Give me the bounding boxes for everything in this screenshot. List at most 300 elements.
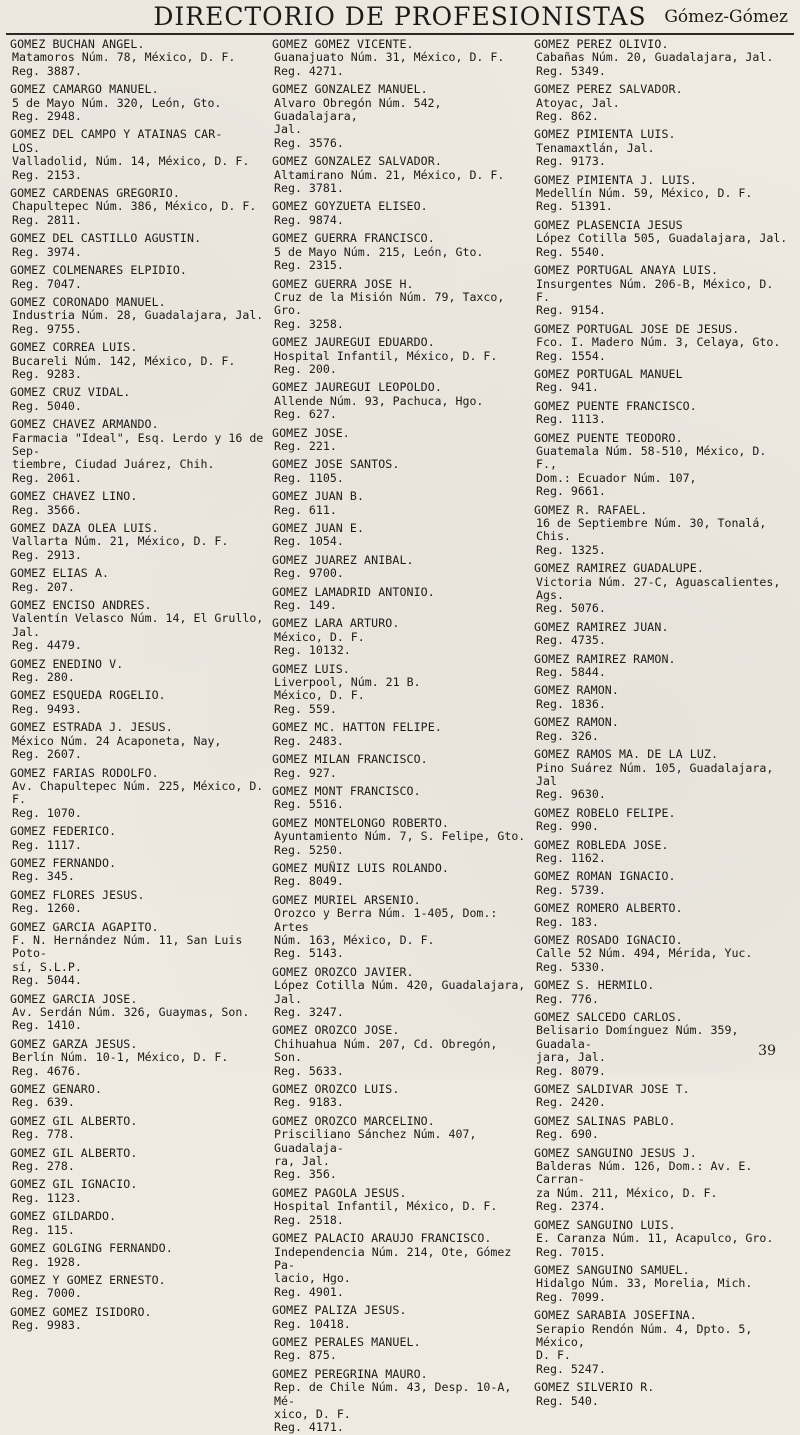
entry-registration: Reg. 2420. xyxy=(536,1095,606,1110)
entry-address-line: Liverpool, Núm. 21 B. xyxy=(274,675,421,690)
directory-entry xyxy=(534,38,789,78)
entry-name: GOMEZ JUAN E. xyxy=(272,521,365,535)
entry-address-line: za Núm. 211, México, D. F. xyxy=(536,1185,718,1200)
entry-address-line: 5 de Mayo Núm. 215, León, Gto. xyxy=(274,244,484,259)
directory-entry xyxy=(272,522,527,549)
entry-address-line: jara, Jal. xyxy=(536,1050,606,1065)
directory-entry xyxy=(10,341,265,381)
directory-entry xyxy=(534,934,789,974)
entry-name: GOMEZ ROMAN IGNACIO. xyxy=(534,869,676,884)
directory-entry xyxy=(10,658,265,685)
entry-name: GOMEZ CHAVEZ ARMANDO. xyxy=(10,417,159,432)
entry-name: GOMEZ GARZA JESUS. xyxy=(10,1036,138,1051)
entry-name: GOMEZ GOYZUETA ELISEO. xyxy=(272,199,428,214)
entry-registration: Reg. 627. xyxy=(274,407,337,422)
entry-registration: Reg. 2518. xyxy=(274,1212,344,1227)
directory-entry xyxy=(534,83,789,123)
entry-registration: Reg. 345. xyxy=(12,869,75,884)
entry-registration: Reg. 9154. xyxy=(536,303,606,318)
directory-entry xyxy=(272,966,527,1020)
entry-address-line: Núm. 163, México, D. F. xyxy=(274,932,435,947)
entry-registration: Reg. 3887. xyxy=(12,63,82,78)
entry-address-line: F. N. Hernández Núm. 11, San Luis Poto- xyxy=(12,932,243,961)
entry-name: GOMEZ LAMADRID ANTONIO. xyxy=(272,584,435,599)
page-title: DIRECTORIO DE PROFESIONISTAS xyxy=(153,2,647,31)
entry-registration: Reg. 9173. xyxy=(536,154,606,169)
entry-address-line: Independencia Núm. 214, Ote, Gómez Pa- xyxy=(274,1244,512,1272)
entry-name: GOMEZ PEREZ OLIVIO. xyxy=(534,37,669,51)
entry-name: GOMEZ SILVERIO R. xyxy=(534,1380,655,1395)
entry-name: GOMEZ Y GOMEZ ERNESTO. xyxy=(10,1272,166,1287)
header-rule xyxy=(6,33,794,35)
directory-entry xyxy=(10,889,265,916)
page-number: 39 xyxy=(758,1043,776,1059)
directory-columns xyxy=(10,37,790,1435)
entry-address-line: Vallarta Núm. 21, México, D. F. xyxy=(12,534,229,549)
directory-entry xyxy=(272,1083,527,1110)
directory-entry xyxy=(534,432,789,499)
entry-name: GOMEZ JOSE. xyxy=(272,425,350,440)
entry-registration: Reg. 4676. xyxy=(12,1063,82,1078)
directory-entry xyxy=(272,862,527,889)
entry-name: GOMEZ GUERRA JOSE H. xyxy=(272,276,414,291)
entry-name: GOMEZ JAUREGUI EDUARDO. xyxy=(272,335,435,350)
entry-registration: Reg. 862. xyxy=(536,109,599,124)
directory-entry xyxy=(534,323,789,363)
entry-registration: Reg. 3566. xyxy=(12,502,82,517)
entry-registration: Reg. 875. xyxy=(274,1348,337,1363)
directory-entry xyxy=(534,684,789,711)
directory-entry xyxy=(534,839,789,866)
entry-registration: Reg. 221. xyxy=(274,438,337,453)
entry-name: GOMEZ PEREZ SALVADOR. xyxy=(534,82,683,97)
entry-name: GOMEZ COLMENARES ELPIDIO. xyxy=(10,263,188,278)
entry-name: GOMEZ DEL CAMPO Y ATAINAS CAR- xyxy=(10,127,223,142)
entry-registration: Reg. 1070. xyxy=(12,805,82,820)
directory-entry xyxy=(10,38,265,78)
directory-entry xyxy=(10,1178,265,1205)
entry-registration: Reg. 5250. xyxy=(274,842,344,857)
entry-registration: Reg. 1836. xyxy=(536,696,606,711)
entry-name: GOMEZ GENARO. xyxy=(10,1082,103,1097)
entry-address-line: Orozco y Berra Núm. 1-405, Dom.: Artes xyxy=(274,906,498,934)
entry-name: GOMEZ PAGOLA JESUS. xyxy=(272,1185,407,1200)
entry-registration: Reg. 2315. xyxy=(274,258,344,273)
entry-address-line: Berlín Núm. 10-1, México, D. F. xyxy=(12,1050,229,1065)
entry-name: GOMEZ RAMIREZ JUAN. xyxy=(534,619,669,634)
directory-entry xyxy=(534,902,789,929)
entry-registration: Reg. 5516. xyxy=(274,797,344,812)
entry-registration: Reg. 7047. xyxy=(12,276,82,291)
entry-registration: Reg. 7000. xyxy=(12,1286,82,1301)
directory-entry xyxy=(10,1306,265,1333)
entry-name: GOMEZ PUENTE FRANCISCO. xyxy=(534,398,697,413)
entry-registration: Reg. 2483. xyxy=(274,733,344,748)
entry-registration: Reg. 10132. xyxy=(274,643,351,658)
entry-address-line: Av. Serdán Núm. 326, Guaymas, Son. xyxy=(12,1005,250,1019)
directory-entry xyxy=(10,567,265,594)
entry-registration: Reg. 690. xyxy=(536,1127,599,1142)
entry-name: GOMEZ GIL ALBERTO. xyxy=(10,1113,138,1128)
directory-entry xyxy=(272,1115,527,1182)
entry-name: GOMEZ MURIEL ARSENIO. xyxy=(272,892,421,907)
entry-registration: Reg. 9700. xyxy=(274,566,344,581)
entry-name: GOMEZ ROMERO ALBERTO. xyxy=(534,901,683,916)
column-3 xyxy=(534,37,789,1408)
entry-name: GOMEZ SALINAS PABLO. xyxy=(534,1113,676,1128)
entry-address-line: Valentín Velasco Núm. 14, El Grullo, Jal. xyxy=(12,611,264,639)
entry-address-line: Balderas Núm. 126, Dom.: Av. E. Carran- xyxy=(536,1159,753,1187)
entry-address-line: Valladolid, Núm. 14, México, D. F. xyxy=(12,154,250,169)
directory-entry xyxy=(272,278,527,332)
entry-registration: Reg. 9493. xyxy=(12,701,82,716)
directory-entry xyxy=(534,1219,789,1259)
entry-address-line: Hospital Infantil, México, D. F. xyxy=(274,348,498,363)
directory-entry xyxy=(272,1336,527,1363)
entry-registration: Reg. 927. xyxy=(274,765,337,780)
entry-registration: Reg. 776. xyxy=(536,991,599,1006)
directory-entry xyxy=(272,663,527,717)
entry-registration: Reg. 5247. xyxy=(536,1361,606,1376)
directory-entry xyxy=(534,368,789,395)
entry-registration: Reg. 4271. xyxy=(274,63,344,78)
entry-name: GOMEZ SANGUINO SAMUEL. xyxy=(534,1262,690,1277)
entry-name: GOMEZ GARCIA AGAPITO. xyxy=(10,919,159,934)
entry-registration: Reg. 5633. xyxy=(274,1063,344,1078)
directory-entry xyxy=(272,894,527,961)
entry-name: GOMEZ CORREA LUIS. xyxy=(10,340,138,355)
entry-name: GOMEZ FEDERICO. xyxy=(10,824,117,839)
entry-address-line: Rep. de Chile Núm. 43, Desp. 10-A, Mé- xyxy=(274,1380,512,1408)
entry-address-line: tiembre, Ciudad Juárez, Chih. xyxy=(12,457,215,472)
directory-entry xyxy=(272,1187,527,1227)
entry-name: GOMEZ LARA ARTURO. xyxy=(272,616,400,631)
entry-address-line: López Cotilla Núm. 420, Guadalajara, Jal. xyxy=(274,978,526,1006)
entry-registration: Reg. 4901. xyxy=(274,1284,344,1299)
entry-registration: Reg. 1410. xyxy=(12,1018,82,1033)
entry-registration: Reg. 639. xyxy=(12,1095,75,1110)
entry-registration: Reg. 9874. xyxy=(274,212,344,227)
directory-entry xyxy=(10,993,265,1033)
entry-name: GOMEZ R. RAFAEL. xyxy=(534,502,648,517)
entry-name: GOMEZ RAMIREZ GUADALUPE. xyxy=(534,561,704,576)
directory-entry xyxy=(534,174,789,214)
entry-address-line: D. F. xyxy=(536,1348,571,1363)
entry-registration: Reg. 4735. xyxy=(536,633,606,648)
entry-registration: Reg. 9755. xyxy=(12,321,82,336)
directory-entry xyxy=(10,1147,265,1174)
column-2 xyxy=(272,37,527,1435)
directory-entry xyxy=(534,400,789,427)
entry-registration: Reg. 5044. xyxy=(12,973,82,988)
entry-name: GOMEZ RAMIREZ RAMON. xyxy=(534,651,676,666)
entry-registration: Reg. 2374. xyxy=(536,1199,606,1214)
directory-entry xyxy=(272,200,527,227)
entry-registration: Reg. 326. xyxy=(536,728,599,743)
directory-entry xyxy=(10,232,265,259)
entry-name: GOMEZ RAMON. xyxy=(534,683,619,698)
entry-address-line: Ayuntamiento Núm. 7, S. Felipe, Gto. xyxy=(274,829,526,844)
entry-registration: Reg. 200. xyxy=(274,361,337,376)
directory-entry xyxy=(272,1304,527,1331)
entry-registration: Reg. 2607. xyxy=(12,747,82,762)
entry-registration: Reg. 8079. xyxy=(536,1063,606,1078)
directory-entry xyxy=(534,807,789,834)
entry-address-line: Av. Chapultepec Núm. 225, México, D. F. xyxy=(12,778,264,807)
directory-entry xyxy=(534,653,789,680)
entry-registration: Reg. 2811. xyxy=(12,212,82,227)
entry-registration: Reg. 149. xyxy=(274,598,337,613)
entry-name: GOMEZ CAMARGO MANUEL. xyxy=(10,82,159,97)
entry-address-line: López Cotilla 505, Guadalajara, Jal. xyxy=(536,231,788,246)
entry-name: GOMEZ PORTUGAL MANUEL xyxy=(534,366,683,381)
entry-registration: Reg. 3258. xyxy=(274,316,344,331)
directory-entry xyxy=(10,825,265,852)
entry-registration: Reg. 3781. xyxy=(274,181,344,196)
entry-name: GOMEZ GIL IGNACIO. xyxy=(10,1177,138,1192)
entry-registration: Reg. 4479. xyxy=(12,638,82,653)
entry-name: GOMEZ FARIAS RODOLFO. xyxy=(10,765,159,780)
directory-entry xyxy=(534,748,789,802)
directory-entry xyxy=(10,1115,265,1142)
entry-registration: Reg. 207. xyxy=(12,579,75,594)
entry-name: GOMEZ JOSE SANTOS. xyxy=(272,457,400,472)
entry-name: GOMEZ DEL CASTILLO AGUSTIN. xyxy=(10,231,202,246)
entry-address-line: Serapio Rendón Núm. 4, Dpto. 5, México, xyxy=(536,1321,753,1349)
entry-address-line: Farmacia "Ideal", Esq. Lerdo y 16 de Sep- xyxy=(12,430,264,458)
entry-registration: Reg. 280. xyxy=(12,670,75,685)
directory-entry xyxy=(10,386,265,413)
entry-address-line: Dom.: Ecuador Núm. 107, xyxy=(536,470,697,485)
entry-registration: Reg. 183. xyxy=(536,914,599,929)
directory-entry xyxy=(272,381,527,421)
entry-registration: Reg. 8049. xyxy=(274,874,344,889)
entry-address-line: México Núm. 24 Acaponeta, Nay, xyxy=(12,733,222,748)
directory-entry xyxy=(272,336,527,376)
entry-registration: Reg. 540. xyxy=(536,1393,599,1408)
directory-entry xyxy=(10,1274,265,1301)
entry-address-line: Atoyac, Jal. xyxy=(536,95,620,110)
entry-name: GOMEZ GIL ALBERTO. xyxy=(10,1145,138,1160)
entry-address-line: Guanajuato Núm. 31, México, D. F. xyxy=(274,50,505,65)
directory-entry xyxy=(272,232,527,272)
entry-name: GOMEZ PIMIENTA J. LUIS. xyxy=(534,172,697,187)
entry-registration: Reg. 9283. xyxy=(12,366,82,381)
entry-registration: Reg. 559. xyxy=(274,701,337,716)
directory-entry xyxy=(10,689,265,716)
entry-registration: Reg. 1105. xyxy=(274,470,344,485)
entry-registration: Reg. 1260. xyxy=(12,901,82,916)
entry-name: GOMEZ CARDENAS GREGORIO. xyxy=(10,186,180,201)
entry-registration: Reg. 5143. xyxy=(274,946,344,961)
entry-registration: Reg. 2948. xyxy=(12,109,82,124)
entry-address-line: lacio, Hgo. xyxy=(274,1271,351,1286)
directory-entry xyxy=(534,219,789,259)
directory-entry xyxy=(272,1024,527,1078)
entry-name: GOMEZ GOLGING FERNANDO. xyxy=(10,1241,173,1256)
entry-address-line: Chihuahua Núm. 207, Cd. Obregón, Son. xyxy=(274,1036,498,1065)
column-1 xyxy=(10,37,265,1333)
entry-name: GOMEZ ELIAS A. xyxy=(10,566,110,581)
entry-address-line: Allende Núm. 93, Pachuca, Hgo. xyxy=(274,393,484,408)
entry-registration: Reg. 611. xyxy=(274,502,337,517)
entry-registration: Reg. 4171. xyxy=(274,1420,344,1435)
directory-entry xyxy=(272,427,527,454)
entry-name: GOMEZ FERNANDO. xyxy=(10,855,117,870)
entry-name: GOMEZ PUENTE TEODORO. xyxy=(534,430,683,445)
directory-entry xyxy=(272,38,527,78)
entry-registration: Reg. 10418. xyxy=(274,1316,351,1331)
entry-registration: Reg. 3974. xyxy=(12,244,82,259)
directory-entry xyxy=(10,522,265,562)
directory-entry xyxy=(534,716,789,743)
directory-entry xyxy=(534,979,789,1006)
directory-entry xyxy=(10,187,265,227)
entry-name: GOMEZ GONZALEZ SALVADOR. xyxy=(272,154,442,169)
entry-address-line: LOS. xyxy=(12,140,40,155)
entry-name: GOMEZ MILAN FRANCISCO. xyxy=(272,752,428,767)
directory-entry xyxy=(272,155,527,195)
directory-entry xyxy=(534,1309,789,1376)
directory-entry xyxy=(534,870,789,897)
entry-registration: Reg. 3247. xyxy=(274,1005,344,1019)
entry-address-line: Bucareli Núm. 142, México, D. F. xyxy=(12,353,236,368)
entry-address-line: Victoria Núm. 27-C, Aguascalientes, Ags. xyxy=(536,574,781,603)
entry-name: GOMEZ GOMEZ VICENTE. xyxy=(272,37,414,51)
directory-entry xyxy=(534,504,789,558)
entry-address-line: Jal. xyxy=(274,122,302,137)
directory-entry xyxy=(534,128,789,168)
entry-registration: Reg. 5349. xyxy=(536,63,606,78)
entry-name: GOMEZ MONTELONGO ROBERTO. xyxy=(272,815,450,830)
directory-entry xyxy=(272,817,527,857)
entry-registration: Reg. 5076. xyxy=(536,601,606,616)
entry-registration: Reg. 7015. xyxy=(536,1244,606,1259)
entry-registration: Reg. 1554. xyxy=(536,348,606,363)
entry-name: GOMEZ PLASENCIA JESUS xyxy=(534,217,683,232)
directory-entry xyxy=(272,785,527,812)
entry-name: GOMEZ CRUZ VIDAL. xyxy=(10,385,131,400)
entry-registration: Reg. 9183. xyxy=(274,1095,344,1110)
directory-entry xyxy=(272,490,527,517)
directory-entry xyxy=(534,1115,789,1142)
directory-entry xyxy=(534,621,789,648)
entry-address-line: Cabañas Núm. 20, Guadalajara, Jal. xyxy=(536,50,774,65)
entry-registration: Reg. 51391. xyxy=(536,199,613,214)
directory-entry xyxy=(534,562,789,616)
entry-name: GOMEZ ROBLEDA JOSE. xyxy=(534,837,669,852)
entry-address-line: Tenamaxtlán, Jal. xyxy=(536,140,655,155)
directory-entry xyxy=(272,721,527,748)
entry-address-line: Prisciliano Sánchez Núm. 407, Guadalaja- xyxy=(274,1127,477,1155)
directory-entry xyxy=(272,753,527,780)
entry-address-line: Fco. I. Madero Núm. 3, Celaya, Gto. xyxy=(536,335,781,350)
alphabetical-range: Gómez-Gómez xyxy=(664,7,788,27)
entry-name: GOMEZ PALIZA JESUS. xyxy=(272,1303,407,1318)
entry-registration: Reg. 5739. xyxy=(536,882,606,897)
directory-entry xyxy=(10,1210,265,1237)
entry-address-line: Insurgentes Núm. 206-B, México, D. F. xyxy=(536,276,774,304)
page-header xyxy=(0,0,800,36)
directory-entry xyxy=(10,418,265,485)
directory-entry xyxy=(10,721,265,761)
entry-registration: Reg. 5330. xyxy=(536,959,606,974)
entry-registration: Reg. 5540. xyxy=(536,244,606,259)
entry-name: GOMEZ OROZCO JAVIER. xyxy=(272,964,414,979)
directory-entry xyxy=(534,1147,789,1214)
entry-name: GOMEZ JUAREZ ANIBAL. xyxy=(272,552,414,567)
entry-registration: Reg. 778. xyxy=(12,1127,75,1142)
entry-name: GOMEZ RAMON. xyxy=(534,715,619,730)
entry-name: GOMEZ SANGUINO LUIS. xyxy=(534,1217,676,1232)
directory-entry xyxy=(10,921,265,988)
entry-registration: Reg. 1325. xyxy=(536,542,606,557)
entry-registration: Reg. 1162. xyxy=(536,850,606,865)
entry-address-line: Chapultepec Núm. 386, México, D. F. xyxy=(12,199,257,214)
entry-registration: Reg. 941. xyxy=(536,380,599,395)
entry-name: GOMEZ PORTUGAL ANAYA LUIS. xyxy=(534,263,719,278)
entry-address-line: Hospital Infantil, México, D. F. xyxy=(274,1199,498,1214)
entry-name: GOMEZ GUERRA FRANCISCO. xyxy=(272,231,435,246)
directory-entry xyxy=(272,83,527,150)
directory-entry xyxy=(272,1368,527,1435)
entry-registration: Reg. 5040. xyxy=(12,398,82,413)
entry-name: GOMEZ GOMEZ ISIDORO. xyxy=(10,1304,152,1319)
entry-address-line: Guatemala Núm. 58-510, México, D. F., xyxy=(536,443,767,472)
entry-name: GOMEZ BUCHAN ANGEL. xyxy=(10,37,145,51)
entry-address-line: Altamirano Núm. 21, México, D. F. xyxy=(274,167,505,182)
entry-address-line: xico, D. F. xyxy=(274,1406,351,1421)
entry-name: GOMEZ FLORES JESUS. xyxy=(10,887,145,902)
entry-registration: Reg. 9661. xyxy=(536,484,606,499)
entry-name: GOMEZ GARCIA JOSE. xyxy=(10,991,138,1006)
directory-entry xyxy=(534,264,789,318)
entry-address-line: México, D. F. xyxy=(274,629,365,644)
entry-address-line: Alvaro Obregón Núm. 542, Guadalajara, xyxy=(274,95,442,124)
entry-name: GOMEZ PORTUGAL JOSE DE JESUS. xyxy=(534,321,740,336)
entry-address-line: Hidalgo Núm. 33, Morelia, Mich. xyxy=(536,1276,753,1291)
directory-entry xyxy=(10,128,265,182)
entry-name: GOMEZ DAZA OLEA LUIS. xyxy=(10,521,159,535)
entry-registration: Reg. 1117. xyxy=(12,837,82,852)
directory-entry xyxy=(534,1083,789,1110)
entry-address-line: 16 de Septiembre Núm. 30, Tonalá, Chis. xyxy=(536,516,767,544)
entry-name: GOMEZ ENEDINO V. xyxy=(10,656,124,671)
entry-name: GOMEZ ESTRADA J. JESUS. xyxy=(10,720,173,735)
entry-registration: Reg. 1123. xyxy=(12,1190,82,1205)
entry-address-line: Belisario Domínguez Núm. 359, Guadala- xyxy=(536,1023,739,1051)
entry-name: GOMEZ SALDIVAR JOSE T. xyxy=(534,1082,690,1097)
entry-name: GOMEZ GONZALEZ MANUEL. xyxy=(272,82,428,97)
entry-address-line: Matamoros Núm. 78, México, D. F. xyxy=(12,50,236,65)
entry-name: GOMEZ PEREGRINA MAURO. xyxy=(272,1366,428,1381)
entry-name: GOMEZ PALACIO ARAUJO FRANCISCO. xyxy=(272,1231,492,1246)
entry-registration: Reg. 2913. xyxy=(12,547,82,562)
directory-entry xyxy=(10,296,265,336)
directory-entry xyxy=(10,599,265,653)
entry-address-line: 5 de Mayo Núm. 320, León, Gto. xyxy=(12,95,222,110)
entry-registration: Reg. 1113. xyxy=(536,412,606,427)
entry-name: GOMEZ OROZCO MARCELINO. xyxy=(272,1113,435,1128)
entry-name: GOMEZ PIMIENTA LUIS. xyxy=(534,127,676,142)
entry-name: GOMEZ MUÑIZ LUIS ROLANDO. xyxy=(272,860,450,875)
entry-registration: Reg. 115. xyxy=(12,1222,75,1237)
entry-address-line: Pino Suárez Núm. 105, Guadalajara, Jal xyxy=(536,760,774,788)
entry-name: GOMEZ SANGUINO JESUS J. xyxy=(534,1145,697,1160)
entry-name: GOMEZ MONT FRANCISCO. xyxy=(272,783,421,798)
entry-address-line: Calle 52 Núm. 494, Mérida, Yuc. xyxy=(536,946,753,961)
entry-address-line: E. Caranza Núm. 11, Acapulco, Gro. xyxy=(536,1231,774,1246)
